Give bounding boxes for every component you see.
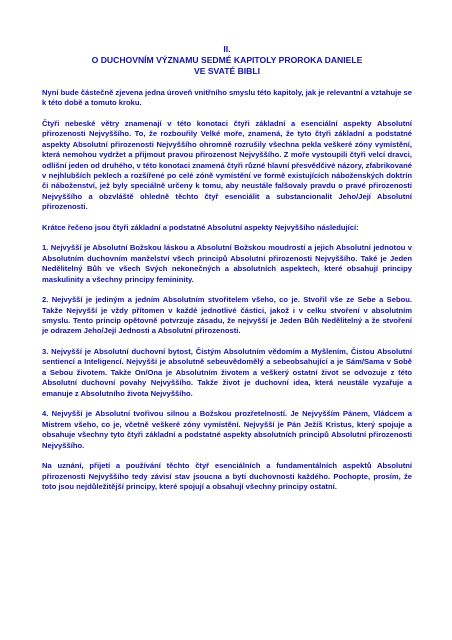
aspect-2-paragraph: 2. Nejvyšší je jediným a jedním Absolutním stvořitelem všeho, co je. Stvořil vše ze Sebe a Sebou. Takže Nejvyšší je vždy přítomen v každé jednotlivé částici, jakož i v celku stvoření v absolutním smyslu. Tento princip opětovně potvrzuje zásadu, že nejvyšší je Jeden Bůh Nedělitelný a že stvoření je odrazem Jeho/Její Jednosti a Absolutní přirozenosti. xyxy=(42,295,412,336)
aspect-4-paragraph: 4. Nejvyšší je Absolutní tvořivou silnou a Božskou prozřetelností. Je Nejvyšším Pánem, Vládcem a Mistrem všeho, co je, včetně veškeré zóny vymístění. Nejvyšší je Pán Ježíš Kristus, který spojuje a obsahuje všechny tyto čtyři základní a podstatné aspekty absolutních principů Absolutní přirozenosti Nejvyššího. xyxy=(42,409,412,450)
document-body xyxy=(42,44,412,503)
chapter-heading xyxy=(42,44,412,77)
aspects-intro-paragraph: Krátce řečeno jsou čtyři základní a podstatné Absolutní aspekty Nejvyššího následující: xyxy=(42,222,359,232)
aspect-3-paragraph: 3. Nejvyšší je Absolutní duchovní bytost, Čistým Absolutním vědomím a Myšlením, Čistou Absolutní sentiencí a Inteligencí. Nejvyšší je absolutně sebeuvědomělý a sebeobsahující a je Sám/Sama v Sobě a Sebou životem. Takže On/Ona je Absolutním životem a veškerý ostatní život se odvozuje z této Absolutní duchovní povahy Nejvyššího. Takže život je duchovní idea, která neustále vyzařuje a emanuje z Absolutního života Nejvyššího. xyxy=(42,347,412,398)
chapter-number: II. xyxy=(223,44,231,54)
closing-paragraph: Na uznání, přijetí a používání těchto čtyř esenciálních a fundamentálních aspektů Absolutní přirozenosti Nejvyššího tedy závisí stav jsoucna a bytí duchovnosti každého. Pochopte, prosím, že toto jsou nejdůležitější principy, které spojují a obsahují všechny principy ostatní. xyxy=(42,461,412,491)
chapter-title-line-2: VE SVATÉ BIBLI xyxy=(193,66,261,76)
four-winds-paragraph: Čtyři nebeské větry znamenají v této konotaci čtyři základní a esenciální aspekty Absolutní přirozenosti Nejvyššího. To, že rozbouřily Velké moře, znamená, že tyto čtyři základní a podstatné aspekty Absolutní přirozenosti Nejvyššího ohromně rozrušily všechna pekla veškeré zóny vymístění, která nemohou vydržet a přijmout pravou přirozenost Nejvyššího. Z moře vystoupili čtyři velcí dravci, odlišní jeden od druhého, v této konotaci znamená čtyři různé hlavní přesvědčivé názory, zfabrikované v nejhlubších peklech a rozšířené po celé zóně vymístění ve formě existujících náboženských doktrín či náboženství, jež byly speciálně určeny k tomu, aby neustále falšovaly pravdu o pravé přirozenosti Nejvyššího a obzvláště ohledně těchto čtyř esenciálit a substancionalit Jeho/Její Absolutní přirozenosti. xyxy=(42,119,412,212)
aspect-1-paragraph: 1. Nejvyšší je Absolutní Božskou láskou a Absolutní Božskou moudrostí a jejich Absolutní jednotou v Absolutním duchovním manželství všech principů Absolutní přirozenosti Nejvyššího. Také je Jeden Nedělitelný Bůh ve všech Svých nekonečných a absolutních aspektech, které obsahují principy maskulinity a všechny principy femininity. xyxy=(42,243,412,284)
intro-paragraph: Nyní bude částečně zjevena jedna úroveň vnitřního smyslu této kapitoly, jak je relevantní a vztahuje se k této době a tomuto kroku. xyxy=(42,88,412,108)
chapter-title-line-1: O DUCHOVNÍM VÝZNAMU SEDMÉ KAPITOLY PROROKA DANIELE xyxy=(91,55,363,65)
